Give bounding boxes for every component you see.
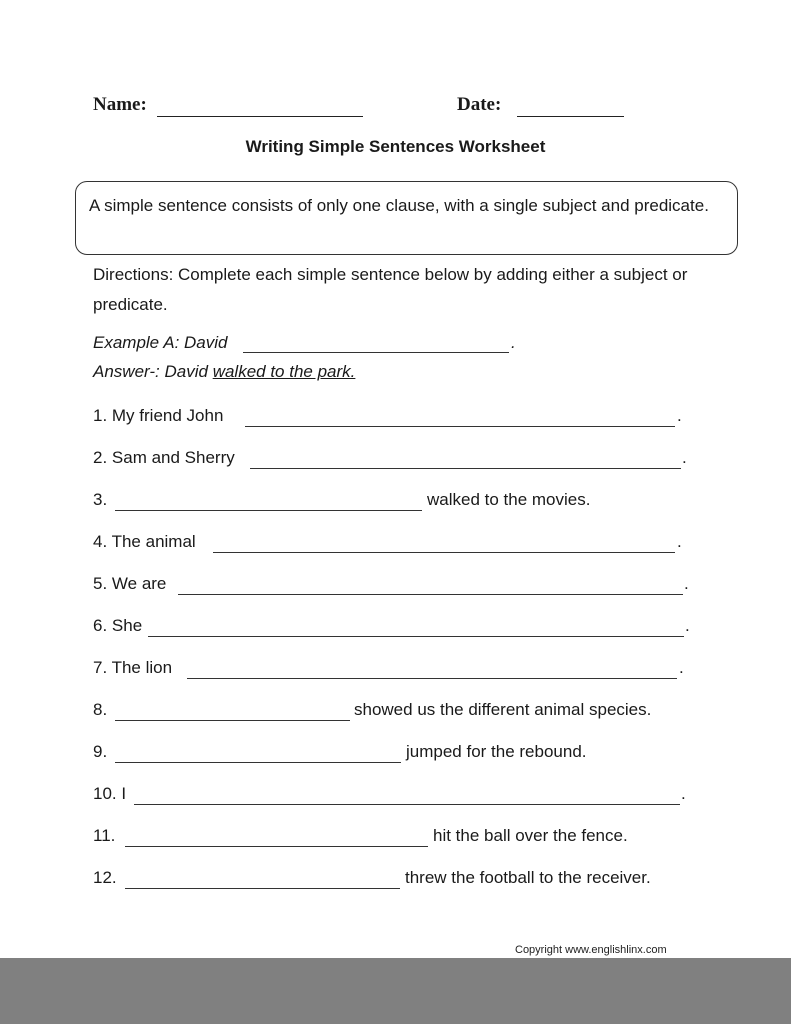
item-suffix: showed us the different animal species. [354, 700, 652, 719]
sentence-item [93, 490, 713, 516]
name-blank [157, 116, 363, 117]
item-blank [148, 636, 684, 637]
bottom-gray-bar [0, 958, 791, 1024]
example-prompt: Example A: David [93, 333, 228, 352]
item-blank [115, 720, 350, 721]
sentence-item [93, 700, 713, 726]
item-prefix: 4. The animal [93, 532, 196, 551]
item-suffix: . [677, 406, 682, 425]
sentence-item [93, 532, 713, 558]
item-prefix: 9. [93, 742, 108, 761]
header-row [93, 92, 653, 120]
item-prefix: 6. She [93, 616, 143, 635]
item-suffix: hit the ball over the fence. [433, 826, 628, 845]
example-line [93, 333, 693, 359]
sentence-item [93, 448, 713, 474]
example-answer [93, 362, 355, 382]
sentence-item [93, 616, 713, 642]
item-suffix: . [682, 448, 687, 467]
item-blank [115, 762, 401, 763]
worksheet-title: Writing Simple Sentences Worksheet [245, 137, 546, 156]
item-blank [250, 468, 681, 469]
copyright-text: Copyright www.englishlinx.com [515, 944, 667, 956]
item-prefix: 11. [93, 826, 116, 845]
date-blank [517, 116, 624, 117]
sentence-item [93, 826, 713, 852]
directions-text: Directions: Complete each simple sentence below by adding either a subject or predicate. [93, 265, 688, 314]
item-blank [125, 846, 428, 847]
definition-text: A simple sentence consists of only one clause, with a single subject and predicate. [89, 196, 709, 215]
item-suffix: . [681, 784, 686, 803]
item-prefix: 3. [93, 490, 108, 509]
item-blank [134, 804, 680, 805]
item-prefix: 8. [93, 700, 108, 719]
item-suffix: . [684, 574, 689, 593]
item-suffix: walked to the movies. [427, 490, 591, 509]
example-period: . [511, 333, 516, 352]
sentence-item [93, 742, 713, 768]
item-blank [213, 552, 675, 553]
item-prefix: 7. The lion [93, 658, 173, 677]
sentence-item [93, 658, 713, 684]
date-label: Date: [457, 94, 502, 115]
definition-box [75, 181, 738, 255]
sentence-item [93, 406, 713, 432]
item-suffix: jumped for the rebound. [406, 742, 587, 761]
sentence-item [93, 868, 713, 894]
item-suffix: threw the football to the receiver. [405, 868, 651, 887]
item-blank [115, 510, 422, 511]
name-label: Name: [93, 94, 147, 115]
item-blank [245, 426, 675, 427]
example-blank [243, 352, 509, 353]
item-prefix: 12. [93, 868, 117, 887]
item-suffix: . [679, 658, 684, 677]
item-suffix: . [685, 616, 690, 635]
item-blank [187, 678, 677, 679]
item-blank [178, 594, 683, 595]
answer-prefix: Answer-: David [93, 362, 208, 381]
item-suffix: . [677, 532, 682, 551]
sentence-item [93, 784, 713, 810]
item-prefix: 10. I [93, 784, 127, 803]
answer-text: walked to the park. [212, 362, 356, 381]
item-blank [125, 888, 400, 889]
item-prefix: 1. My friend John [93, 406, 224, 425]
item-prefix: 2. Sam and Sherry [93, 448, 235, 467]
item-prefix: 5. We are [93, 574, 167, 593]
sentence-item [93, 574, 713, 600]
